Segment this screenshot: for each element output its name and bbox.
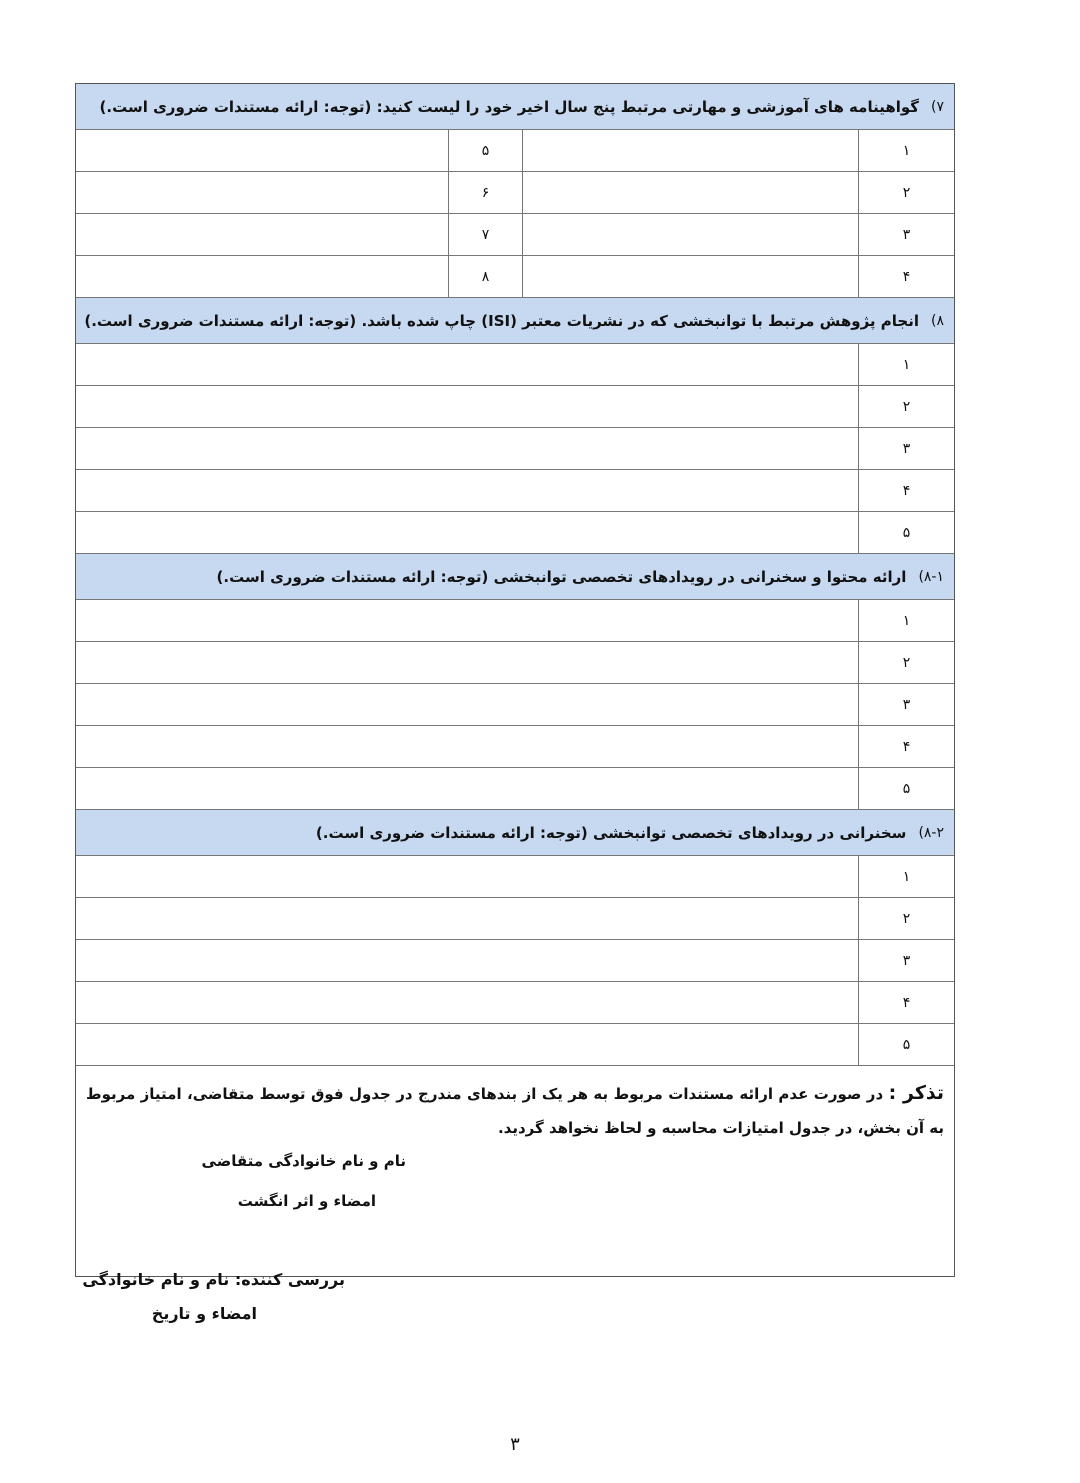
section-8-1-number: ۸-۱) [918,568,944,585]
table-row [76,386,954,428]
research-field[interactable] [76,386,858,427]
lecture-field[interactable] [76,940,858,981]
row-number: ۳ [858,214,954,255]
row-number: ۴ [858,470,954,511]
table-row [76,256,954,298]
row-number: ۸ [448,256,522,297]
table-row [76,768,954,810]
row-number: ۴ [858,256,954,297]
section-8-1-header [76,554,954,600]
certificate-field[interactable] [76,130,448,171]
row-number: ۲ [858,386,954,427]
certificate-field[interactable] [522,172,858,213]
table-row [76,214,954,256]
certificate-field[interactable] [522,256,858,297]
page-number: ۳ [510,1434,520,1455]
table-row [76,940,954,982]
row-number: ۱ [858,130,954,171]
note-paragraph [86,1076,944,1145]
research-field[interactable] [76,344,858,385]
note-box [76,1066,954,1276]
lecture-field[interactable] [76,856,858,897]
section-7-number: ۷) [931,98,944,115]
row-number: ۱ [858,856,954,897]
table-row [76,470,954,512]
row-number: ۶ [448,172,522,213]
row-number: ۷ [448,214,522,255]
section-8-title: انجام پژوهش مرتبط با توانبخشی که در نشریات معتبر (ISI) چاپ شده باشد. (توجه: ارائه مستندات ضروری است.) [84,311,919,330]
row-number: ۲ [858,172,954,213]
table-row [76,856,954,898]
row-number: ۵ [858,512,954,553]
section-8-2-title: سخنرانی در رویدادهای تخصصی توانبخشی (توجه: ارائه مستندات ضروری است.) [315,823,907,842]
table-row [76,1024,954,1066]
table-row [76,982,954,1024]
row-number: ۳ [858,428,954,469]
certificate-field[interactable] [76,214,448,255]
section-7-header [76,84,954,130]
note-label: تذکر : [888,1082,944,1104]
section-7-title: گواهینامه های آموزشی و مهارتی مرتبط پنج سال اخیر خود را لیست کنید: (توجه: ارائه مستندات ضروری است.) [99,97,919,116]
row-number: ۳ [858,684,954,725]
section-8-2-number: ۸-۲) [918,824,944,841]
table-row [76,428,954,470]
lecture-field[interactable] [76,982,858,1023]
table-row [76,172,954,214]
section-8-number: ۸) [931,312,944,329]
certificate-field[interactable] [76,256,448,297]
certificate-field[interactable] [522,130,858,171]
table-row [76,344,954,386]
research-field[interactable] [76,470,858,511]
row-number: ۱ [858,344,954,385]
reviewer-signature-label: امضاء و تاریخ [151,1304,257,1323]
table-row [76,898,954,940]
presentation-field[interactable] [76,600,858,641]
lecture-field[interactable] [76,898,858,939]
applicant-signature-label: امضاء و اثر انگشت [237,1192,376,1210]
certificate-field[interactable] [76,172,448,213]
section-8-2-header [76,810,954,856]
section-8-1-title: ارائه محتوا و سخنرانی در رویدادهای تخصصی توانبخشی (توجه: ارائه مستندات ضروری است.) [216,567,907,586]
table-row [76,726,954,768]
research-field[interactable] [76,512,858,553]
table-row [76,600,954,642]
row-number: ۲ [858,642,954,683]
row-number: ۵ [858,1024,954,1065]
reviewer-name-label: بررسی کننده: نام و نام خانوادگی [82,1270,345,1289]
research-field[interactable] [76,428,858,469]
row-number: ۵ [858,768,954,809]
row-number: ۴ [858,726,954,767]
table-row [76,684,954,726]
note-text: در صورت عدم ارائه مستندات مربوط به هر یک از بندهای مندرج در جدول فوق توسط متقاضی، امتیاز مربوط به آن بخش، در جدول امتیازات محاسبه و لحاظ نخواهد گردید. [86,1085,944,1137]
row-number: ۲ [858,898,954,939]
presentation-field[interactable] [76,726,858,767]
table-row [76,512,954,554]
table-row [76,130,954,172]
presentation-field[interactable] [76,768,858,809]
row-number: ۳ [858,940,954,981]
application-form-table [75,83,955,1277]
presentation-field[interactable] [76,684,858,725]
section-8-header [76,298,954,344]
certificate-field[interactable] [522,214,858,255]
row-number: ۵ [448,130,522,171]
row-number: ۴ [858,982,954,1023]
row-number: ۱ [858,600,954,641]
table-row [76,642,954,684]
applicant-name-label: نام و نام خانوادگی متقاضی [201,1152,406,1170]
presentation-field[interactable] [76,642,858,683]
lecture-field[interactable] [76,1024,858,1065]
